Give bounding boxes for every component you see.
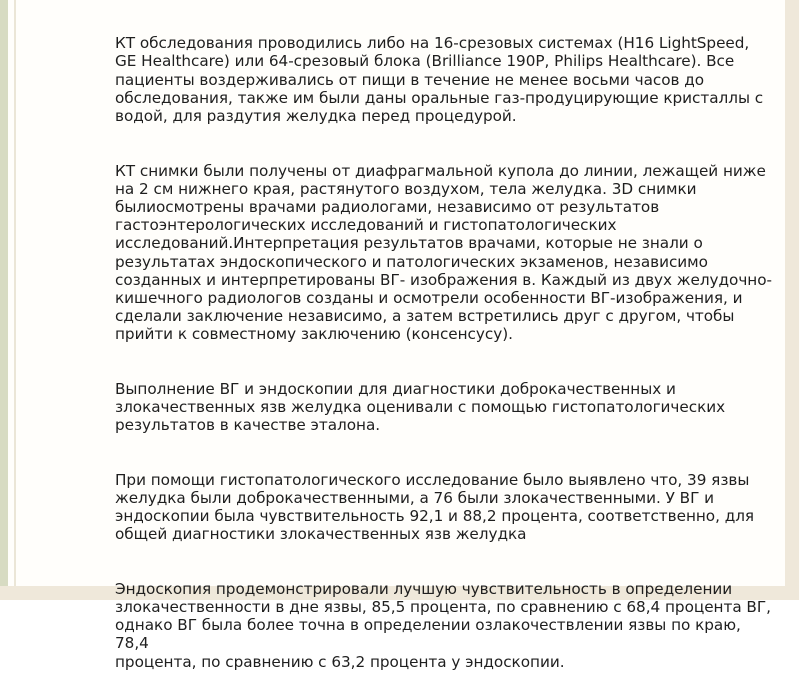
paragraph-ct-images: КТ снимки были получены от диафрагмальной купола до линии, лежащей ниже на 2 см нижнего края, растянутого воздухом, тела желудка. 3D снимки былиосмотрены врачами радиологами, независимо от результатов гастоэнтерологических исследований и гистопатологических исследований.Интерпретация результатов врачами, которые не знали о результатах эндоскопического и патологических экзаменов, независимо созданных и интерпретированы ВГ- изображения в. Каждый из двух желудочно- кишечного радиологов созданы и осмотрели особенности ВГ-изображения, и сделали заключение независимо, а затем встретились друг с другом, чтобы прийти к совместному заключению (консенсусу). [115, 161, 772, 344]
paragraph-evaluation: Выполнение ВГ и эндоскопии для диагностики доброкачественных и злокачественных язв желудка оценивали с помощью гистопатологических результатов в качестве эталона. [115, 379, 726, 435]
left-decorative-line [14, 0, 16, 586]
left-decorative-stripe [0, 0, 8, 586]
slide-text-content [115, 16, 777, 689]
paragraph-histopathology-results: При помощи гистопатологического исследование было выявлено что, 39 язвы желудка были доброкачественными, а 76 были злокачественными. У ВГ и эндоскопии была чувствительность 92,1 и 88,2 процента, соответственно, для общей диагностики злокачественных язв желудка [115, 470, 755, 544]
paragraph-ct-procedure: КТ обследования проводились либо на 16-срезовых системах (H16 LightSpeed, GE Healthcare) или 64-срезовый блока (Brilliance 190P, Philips Healthcare). Все пациенты воздерживались от пищи в течение не менее восьми часов до обследования, также им были даны оральные газ-продуцирующие кристаллы с водой, для раздутия желудка перед процедурой. [115, 34, 764, 126]
paragraph-endoscopy-comparison: Эндоскопия продемонстрировали лучшую чувствительность в определении злокачественности в дне язвы, 85,5 процента, по сравнению с 68,4 процента ВГ, однако ВГ была более точна в определении озлакочествлении язвы по краю, 78,4 процента, по сравнению с 63,2 процента у эндоскопии. [115, 579, 771, 671]
